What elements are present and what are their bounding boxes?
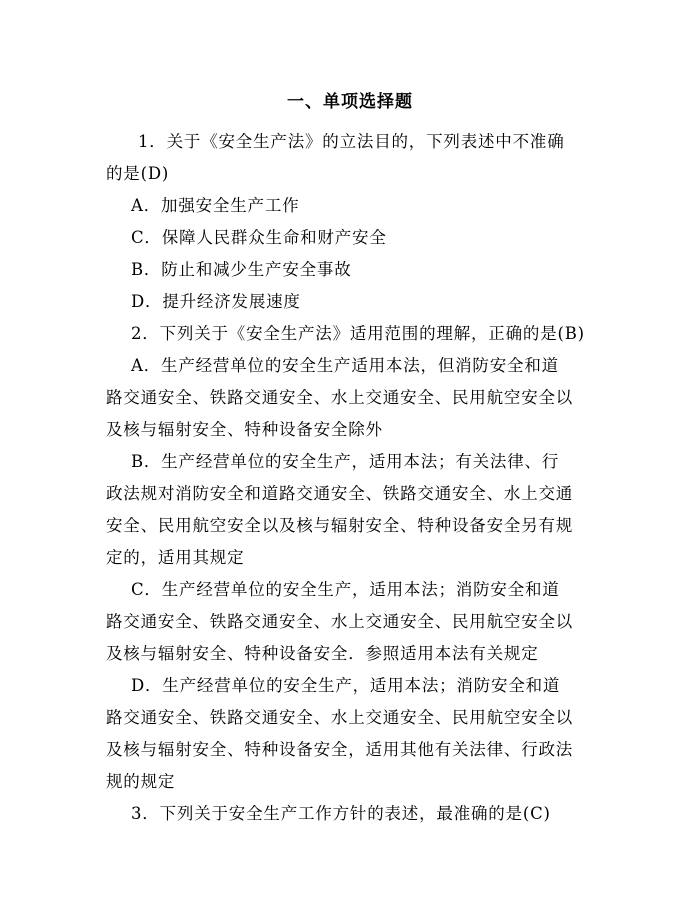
- q2-option-b-line: 政法规对消防安全和道路交通安全、铁路交通安全、水上交通: [106, 484, 574, 503]
- q2-option-b-line: 定的，适用其规定: [106, 548, 245, 567]
- q1-stem-line-1: 1．关于《安全生产法》的立法目的，下列表述中不准确: [138, 132, 565, 151]
- q2-option-b-line: B．生产经营单位的安全生产，适用本法；有关法律、行: [131, 452, 560, 471]
- q2-option-c-line: 及核与辐射安全、特种设备安全．参照适用本法有关规定: [106, 644, 539, 663]
- q1-option: B．防止和减少生产安全事故: [131, 260, 352, 279]
- q1-option: C．保障人民群众生命和财产安全: [131, 228, 387, 247]
- q2-option-d-line: 路交通安全、铁路交通安全、水上交通安全、民用航空安全以: [106, 708, 574, 727]
- q1-option: A．加强安全生产工作: [131, 196, 300, 215]
- q2-stem: 2．下列关于《安全生产法》适用范围的理解，正确的是(B): [131, 324, 585, 343]
- q2-option-a-line: A．生产经营单位的安全生产适用本法，但消防安全和道: [131, 356, 559, 375]
- q2-option-d-line: 规的规定: [106, 772, 176, 791]
- q3-stem: 3．下列关于安全生产工作方针的表述，最准确的是(C): [131, 804, 551, 823]
- q2-option-c-line: 路交通安全、铁路交通安全、水上交通安全、民用航空安全以: [106, 612, 574, 631]
- q1-option: D．提升经济发展速度: [131, 292, 301, 311]
- q2-option-d-line: D．生产经营单位的安全生产，适用本法；消防安全和道: [131, 676, 561, 695]
- q2-option-c-line: C．生产经营单位的安全生产，适用本法；消防安全和道: [131, 580, 560, 599]
- q1-stem-line-2: 的是(D): [106, 164, 170, 183]
- q2-option-a-line: 路交通安全、铁路交通安全、水上交通安全、民用航空安全以: [106, 388, 574, 407]
- q2-option-d-line: 及核与辐射安全、特种设备安全，适用其他有关法律、行政法: [106, 740, 574, 759]
- section-title: 一、单项选择题: [287, 92, 413, 112]
- q2-option-b-line: 安全、民用航空安全以及核与辐射安全、特种设备安全另有规: [106, 516, 574, 535]
- q2-option-a-line: 及核与辐射安全、特种设备安全除外: [106, 420, 383, 439]
